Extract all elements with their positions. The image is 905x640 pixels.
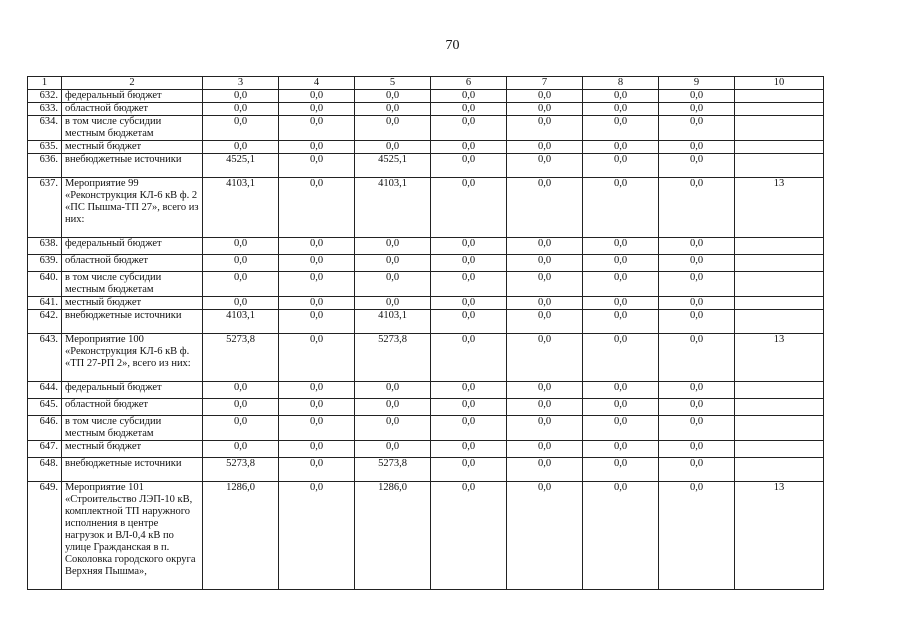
- table-row: [28, 482, 824, 590]
- value-cell: 0,0: [507, 482, 583, 590]
- table-row: [28, 399, 824, 416]
- value-cell: 5273,8: [355, 334, 431, 382]
- row-number-cell: 638.: [28, 238, 62, 255]
- value-cell: 0,0: [431, 116, 507, 141]
- header-cell: 6: [431, 77, 507, 90]
- column-10-cell: [735, 154, 824, 178]
- value-cell: 0,0: [659, 399, 735, 416]
- table-row: [28, 90, 824, 103]
- value-cell: 0,0: [279, 334, 355, 382]
- value-cell: 0,0: [583, 482, 659, 590]
- value-cell: 0,0: [279, 310, 355, 334]
- page-number: 70: [445, 38, 460, 53]
- column-10-cell: [735, 399, 824, 416]
- table-row: [28, 272, 824, 297]
- row-name-cell: в том числе субсидии местным бюджетам: [62, 416, 203, 441]
- column-10-cell: [735, 441, 824, 458]
- value-cell: 0,0: [355, 141, 431, 154]
- value-cell: 0,0: [279, 141, 355, 154]
- column-10-cell: 13: [735, 334, 824, 382]
- row-name-cell: Мероприятие 101 «Строительство ЛЭП-10 кВ, комплектной ТП наружного исполнения в центре нагрузок и ВЛ-0,4 кВ по улице Гражданская в п. Соколовка городского округа Верхняя Пышма»,: [62, 482, 203, 590]
- row-name-cell: в том числе субсидии местным бюджетам: [62, 116, 203, 141]
- value-cell: 0,0: [507, 334, 583, 382]
- value-cell: 0,0: [507, 310, 583, 334]
- value-cell: 4103,1: [355, 178, 431, 238]
- value-cell: 0,0: [507, 255, 583, 272]
- table-row: [28, 141, 824, 154]
- header-cell: 1: [28, 77, 62, 90]
- value-cell: 0,0: [355, 90, 431, 103]
- value-cell: 0,0: [507, 116, 583, 141]
- row-number-cell: 643.: [28, 334, 62, 382]
- row-name-cell: внебюджетные источники: [62, 154, 203, 178]
- value-cell: 0,0: [279, 238, 355, 255]
- column-10-cell: [735, 272, 824, 297]
- value-cell: 0,0: [659, 482, 735, 590]
- row-number-cell: 644.: [28, 382, 62, 399]
- table-row: [28, 458, 824, 482]
- table-row: [28, 382, 824, 399]
- column-10-cell: [735, 116, 824, 141]
- value-cell: 5273,8: [355, 458, 431, 482]
- value-cell: 0,0: [659, 458, 735, 482]
- row-name-cell: областной бюджет: [62, 103, 203, 116]
- header-cell: 10: [735, 77, 824, 90]
- value-cell: 0,0: [507, 238, 583, 255]
- table-row: [28, 416, 824, 441]
- value-cell: 0,0: [355, 103, 431, 116]
- value-cell: 0,0: [203, 382, 279, 399]
- value-cell: 0,0: [355, 238, 431, 255]
- value-cell: 0,0: [583, 334, 659, 382]
- value-cell: 0,0: [279, 154, 355, 178]
- header-cell: 8: [583, 77, 659, 90]
- value-cell: 0,0: [355, 382, 431, 399]
- row-number-cell: 633.: [28, 103, 62, 116]
- value-cell: 0,0: [203, 103, 279, 116]
- row-number-cell: 646.: [28, 416, 62, 441]
- value-cell: 0,0: [203, 141, 279, 154]
- value-cell: 0,0: [507, 272, 583, 297]
- value-cell: 0,0: [203, 238, 279, 255]
- value-cell: 0,0: [279, 382, 355, 399]
- value-cell: 0,0: [431, 141, 507, 154]
- row-number-cell: 640.: [28, 272, 62, 297]
- column-10-cell: [735, 238, 824, 255]
- value-cell: 0,0: [583, 441, 659, 458]
- value-cell: 0,0: [507, 399, 583, 416]
- value-cell: 0,0: [279, 103, 355, 116]
- table-row: [28, 178, 824, 238]
- value-cell: 0,0: [659, 297, 735, 310]
- value-cell: 0,0: [507, 441, 583, 458]
- value-cell: 1286,0: [355, 482, 431, 590]
- row-number-cell: 632.: [28, 90, 62, 103]
- column-10-cell: [735, 416, 824, 441]
- row-name-cell: областной бюджет: [62, 399, 203, 416]
- value-cell: 0,0: [279, 458, 355, 482]
- value-cell: 0,0: [279, 441, 355, 458]
- value-cell: 0,0: [203, 399, 279, 416]
- value-cell: 0,0: [507, 178, 583, 238]
- value-cell: 0,0: [659, 382, 735, 399]
- value-cell: 5273,8: [203, 334, 279, 382]
- value-cell: 0,0: [583, 178, 659, 238]
- row-number-cell: 647.: [28, 441, 62, 458]
- header-cell: 4: [279, 77, 355, 90]
- value-cell: 0,0: [583, 255, 659, 272]
- row-name-cell: местный бюджет: [62, 297, 203, 310]
- value-cell: 0,0: [431, 399, 507, 416]
- row-number-cell: 634.: [28, 116, 62, 141]
- value-cell: 0,0: [583, 238, 659, 255]
- value-cell: 0,0: [659, 441, 735, 458]
- value-cell: 0,0: [431, 382, 507, 399]
- table-row: [28, 441, 824, 458]
- value-cell: 0,0: [659, 90, 735, 103]
- row-name-cell: Мероприятие 100 «Реконструкция КЛ-6 кВ ф. «ТП 27-РП 2», всего из них:: [62, 334, 203, 382]
- table-row: [28, 310, 824, 334]
- value-cell: 0,0: [431, 458, 507, 482]
- value-cell: 0,0: [431, 238, 507, 255]
- value-cell: 0,0: [203, 416, 279, 441]
- value-cell: 0,0: [507, 382, 583, 399]
- value-cell: 0,0: [659, 178, 735, 238]
- value-cell: 0,0: [355, 399, 431, 416]
- table-row: [28, 238, 824, 255]
- value-cell: 0,0: [659, 255, 735, 272]
- value-cell: 0,0: [279, 255, 355, 272]
- row-number-cell: 635.: [28, 141, 62, 154]
- value-cell: 0,0: [279, 272, 355, 297]
- value-cell: 0,0: [355, 441, 431, 458]
- header-cell: 7: [507, 77, 583, 90]
- value-cell: 0,0: [659, 154, 735, 178]
- column-10-cell: [735, 458, 824, 482]
- value-cell: 0,0: [583, 103, 659, 116]
- value-cell: 0,0: [279, 116, 355, 141]
- value-cell: 4525,1: [355, 154, 431, 178]
- value-cell: 0,0: [431, 178, 507, 238]
- table-row: [28, 154, 824, 178]
- value-cell: 0,0: [431, 310, 507, 334]
- value-cell: 0,0: [431, 90, 507, 103]
- value-cell: 0,0: [507, 141, 583, 154]
- value-cell: 0,0: [431, 334, 507, 382]
- value-cell: 0,0: [279, 399, 355, 416]
- row-number-cell: 642.: [28, 310, 62, 334]
- row-number-cell: 636.: [28, 154, 62, 178]
- column-10-cell: [735, 255, 824, 272]
- value-cell: 0,0: [203, 90, 279, 103]
- row-number-cell: 637.: [28, 178, 62, 238]
- header-cell: 3: [203, 77, 279, 90]
- value-cell: 1286,0: [203, 482, 279, 590]
- row-number-cell: 648.: [28, 458, 62, 482]
- row-number-cell: 639.: [28, 255, 62, 272]
- value-cell: 0,0: [355, 255, 431, 272]
- value-cell: 0,0: [507, 103, 583, 116]
- value-cell: 0,0: [583, 458, 659, 482]
- value-cell: 0,0: [583, 141, 659, 154]
- value-cell: 0,0: [355, 297, 431, 310]
- value-cell: 0,0: [659, 116, 735, 141]
- table-body: [28, 77, 824, 590]
- column-10-cell: [735, 297, 824, 310]
- column-10-cell: [735, 141, 824, 154]
- column-10-cell: [735, 382, 824, 399]
- value-cell: 0,0: [431, 297, 507, 310]
- value-cell: 0,0: [279, 297, 355, 310]
- value-cell: 0,0: [431, 416, 507, 441]
- row-number-cell: 641.: [28, 297, 62, 310]
- row-name-cell: внебюджетные источники: [62, 458, 203, 482]
- column-10-cell: [735, 310, 824, 334]
- value-cell: 0,0: [279, 482, 355, 590]
- row-name-cell: федеральный бюджет: [62, 238, 203, 255]
- value-cell: 0,0: [203, 272, 279, 297]
- value-cell: 0,0: [203, 255, 279, 272]
- value-cell: 0,0: [279, 90, 355, 103]
- value-cell: 0,0: [583, 154, 659, 178]
- value-cell: 0,0: [583, 116, 659, 141]
- column-10-cell: 13: [735, 178, 824, 238]
- value-cell: 0,0: [203, 297, 279, 310]
- value-cell: 0,0: [507, 297, 583, 310]
- value-cell: 4103,1: [203, 178, 279, 238]
- budget-table: [27, 76, 824, 590]
- value-cell: 0,0: [659, 141, 735, 154]
- value-cell: 0,0: [355, 116, 431, 141]
- column-10-cell: [735, 103, 824, 116]
- value-cell: 0,0: [507, 90, 583, 103]
- value-cell: 5273,8: [203, 458, 279, 482]
- value-cell: 0,0: [583, 297, 659, 310]
- value-cell: 0,0: [203, 441, 279, 458]
- value-cell: 0,0: [355, 272, 431, 297]
- row-number-cell: 649.: [28, 482, 62, 590]
- value-cell: 4103,1: [203, 310, 279, 334]
- value-cell: 0,0: [431, 154, 507, 178]
- value-cell: 0,0: [507, 458, 583, 482]
- table-row: [28, 255, 824, 272]
- value-cell: 0,0: [279, 178, 355, 238]
- value-cell: 0,0: [431, 103, 507, 116]
- value-cell: 0,0: [583, 416, 659, 441]
- value-cell: 0,0: [355, 416, 431, 441]
- value-cell: 0,0: [583, 399, 659, 416]
- row-name-cell: федеральный бюджет: [62, 382, 203, 399]
- value-cell: 0,0: [431, 441, 507, 458]
- header-cell: 2: [62, 77, 203, 90]
- value-cell: 0,0: [659, 238, 735, 255]
- header-cell: 9: [659, 77, 735, 90]
- row-name-cell: местный бюджет: [62, 141, 203, 154]
- value-cell: 0,0: [659, 272, 735, 297]
- row-name-cell: внебюджетные источники: [62, 310, 203, 334]
- value-cell: 0,0: [431, 255, 507, 272]
- column-10-cell: [735, 90, 824, 103]
- value-cell: 0,0: [431, 272, 507, 297]
- value-cell: 0,0: [659, 416, 735, 441]
- value-cell: 0,0: [583, 90, 659, 103]
- value-cell: 0,0: [507, 416, 583, 441]
- row-name-cell: областной бюджет: [62, 255, 203, 272]
- table-row: [28, 103, 824, 116]
- value-cell: 4103,1: [355, 310, 431, 334]
- value-cell: 0,0: [659, 310, 735, 334]
- value-cell: 4525,1: [203, 154, 279, 178]
- value-cell: 0,0: [659, 103, 735, 116]
- value-cell: 0,0: [583, 310, 659, 334]
- row-name-cell: федеральный бюджет: [62, 90, 203, 103]
- value-cell: 0,0: [507, 154, 583, 178]
- row-name-cell: в том числе субсидии местным бюджетам: [62, 272, 203, 297]
- table-row: [28, 116, 824, 141]
- value-cell: 0,0: [583, 272, 659, 297]
- table-row: [28, 334, 824, 382]
- row-name-cell: местный бюджет: [62, 441, 203, 458]
- table-row: [28, 297, 824, 310]
- header-cell: 5: [355, 77, 431, 90]
- column-10-cell: 13: [735, 482, 824, 590]
- value-cell: 0,0: [203, 116, 279, 141]
- value-cell: 0,0: [431, 482, 507, 590]
- row-name-cell: Мероприятие 99 «Реконструкция КЛ-6 кВ ф. 2 «ПС Пышма-ТП 27», всего из них:: [62, 178, 203, 238]
- value-cell: 0,0: [659, 334, 735, 382]
- row-number-cell: 645.: [28, 399, 62, 416]
- value-cell: 0,0: [279, 416, 355, 441]
- table-header-row: [28, 77, 824, 90]
- value-cell: 0,0: [583, 382, 659, 399]
